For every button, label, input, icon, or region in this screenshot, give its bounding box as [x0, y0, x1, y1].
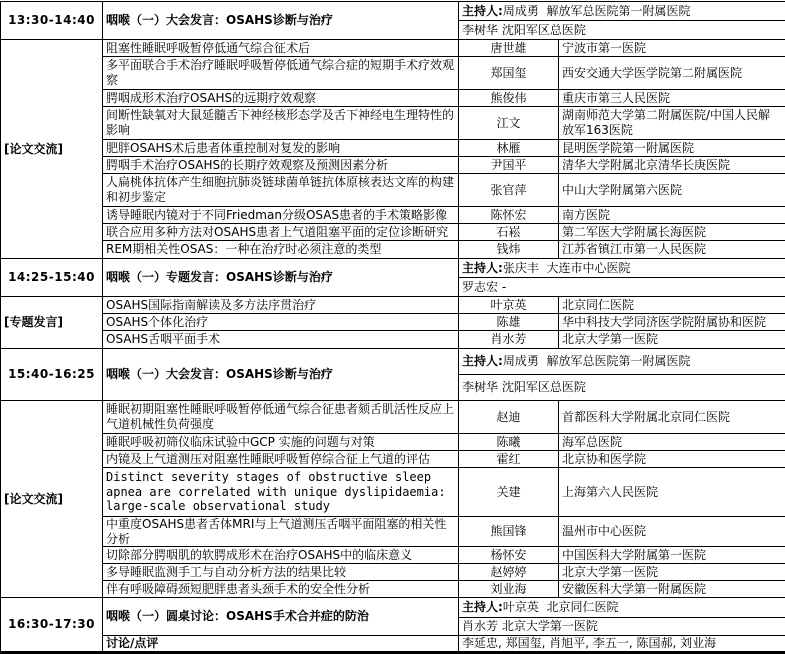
category-cell: [专题发言]	[1, 297, 103, 349]
affiliation: 北京同仁医院	[559, 297, 785, 314]
paper-title: 诱导睡眠内镜对于不同Friedman分级OSAS患者的手术策略影像	[103, 207, 459, 224]
time-cell: 15:40-16:25	[1, 349, 103, 401]
time-cell: 16:30-17:30	[1, 598, 103, 653]
paper-title: 腭咽手术治疗OSAHS的长期疗效观察及预测因素分析	[103, 157, 459, 174]
paper-row	[1, 224, 785, 241]
speaker-name: 石崧	[459, 224, 559, 241]
category-cell: [论文交流]	[1, 401, 103, 598]
moderator-names: 张庆丰 大连市中心医院	[503, 261, 631, 275]
session-title: 咽喉（一）专题发言：OSAHS诊断与治疗	[103, 259, 459, 297]
paper-title: 阻塞性睡眠呼吸暂停低通气综合征术后	[103, 40, 459, 57]
speaker-name: 霍红	[459, 451, 559, 468]
moderator-label: 主持人:	[462, 600, 503, 614]
paper-title: 人扁桃体抗体产生细胞抗肺炎链球菌单链抗体原核表达文库的构建和初步鉴定	[103, 174, 459, 207]
paper-row	[1, 468, 785, 517]
paper-title: 切除部分腭咽肌的软腭成形术在治疗OSAHS中的临床意义	[103, 547, 459, 564]
speaker-name: 熊俊伟	[459, 90, 559, 107]
paper-row	[1, 40, 785, 57]
affiliation: 宁波市第一医院	[559, 40, 785, 57]
paper-row	[1, 297, 785, 314]
paper-title: 中重度OSAHS患者舌体MRI与上气道测压舌咽平面阻塞的相关性分析	[103, 517, 459, 547]
paper-row	[1, 451, 785, 468]
affiliation: 南方医院	[559, 207, 785, 224]
affiliation: 华中科技大学同济医学院附属协和医院	[559, 314, 785, 331]
session-title: 咽喉（一）大会发言：OSAHS诊断与治疗	[103, 349, 459, 401]
discussion-names: 李延忠, 郑国玺, 肖旭平, 李五一, 陈国郝, 刘业海	[459, 636, 785, 653]
speaker-name: 陈曦	[459, 434, 559, 451]
speaker-name: 陈雄	[459, 314, 559, 331]
affiliation: 上海第六人民医院	[559, 468, 785, 517]
speaker-name: 肖水芳	[459, 331, 559, 349]
speaker-name: 叶京英	[459, 297, 559, 314]
affiliation: 北京大学第一医院	[559, 564, 785, 581]
paper-title: 肥胖OSAHS术后患者体重控制对复发的影响	[103, 140, 459, 157]
speaker-name: 赵婷婷	[459, 564, 559, 581]
paper-title: 间断性缺氧对大鼠延髓舌下神经核形态学及舌下神经电生理特性的影响	[103, 107, 459, 140]
paper-row	[1, 174, 785, 207]
moderator-cell	[459, 21, 785, 40]
moderator-cell	[459, 2, 785, 21]
affiliation: 北京大学第一医院	[559, 331, 785, 349]
paper-row	[1, 314, 785, 331]
speaker-name: 郑国玺	[459, 57, 559, 90]
moderator-cell	[459, 375, 785, 401]
speaker-name: 陈怀宏	[459, 207, 559, 224]
paper-row	[1, 401, 785, 434]
speaker-name: 张官萍	[459, 174, 559, 207]
paper-row	[1, 57, 785, 90]
discussion-label: 讨论/点评	[103, 636, 459, 653]
speaker-name: 尹国平	[459, 157, 559, 174]
affiliation: 第二军医大学附属长海医院	[559, 224, 785, 241]
paper-title: 腭咽成形术治疗OSAHS的远期疗效观察	[103, 90, 459, 107]
speaker-name: 钱炜	[459, 241, 559, 259]
affiliation: 江苏省镇江市第一人民医院	[559, 241, 785, 259]
time-cell: 13:30-14:40	[1, 2, 103, 40]
paper-title: 多导睡眠监测手工与自动分析方法的结果比较	[103, 564, 459, 581]
section2-header-row	[1, 259, 785, 278]
session-title: 咽喉（一）圆桌讨论：OSAHS手术合并症的防治	[103, 598, 459, 636]
affiliation: 清华大学附属北京清华长庚医院	[559, 157, 785, 174]
paper-row	[1, 157, 785, 174]
paper-title: 伴有呼吸障碍颈短肥胖患者头颈手术的安全性分析	[103, 581, 459, 598]
speaker-name: 杨怀安	[459, 547, 559, 564]
moderator-label: 主持人:	[462, 261, 503, 275]
paper-row	[1, 207, 785, 224]
session-title: 咽喉（一）大会发言：OSAHS诊断与治疗	[103, 2, 459, 40]
paper-row	[1, 241, 785, 259]
moderator-names: 叶京英 北京同仁医院	[503, 600, 619, 614]
conference-schedule-table	[0, 1, 785, 654]
paper-title: 内镜及上气道测压对阻塞性睡眠呼吸暂停综合征上气道的评估	[103, 451, 459, 468]
discussion-row	[1, 636, 785, 653]
paper-title: OSAHS个体化治疗	[103, 314, 459, 331]
section4-header-row	[1, 598, 785, 618]
paper-row	[1, 547, 785, 564]
moderator-names: 周成勇 解放军总医院第一附属医院	[503, 354, 691, 368]
speaker-name: 江文	[459, 107, 559, 140]
paper-title: 联合应用多种方法对OSAHS患者上气道阻塞平面的定位诊断研究	[103, 224, 459, 241]
moderator-cell	[459, 349, 785, 375]
moderator-names: 肖水芳 北京大学第一医院	[462, 619, 598, 633]
paper-title: Distinct severity stages of obstructive sleep apnea are correlated with unique dyslipidaemia: large-scale observational study	[103, 468, 459, 517]
paper-row	[1, 90, 785, 107]
paper-title: REM期相关性OSAS：一种在治疗时必须注意的类型	[103, 241, 459, 259]
paper-row	[1, 517, 785, 547]
speaker-name: 刘业海	[459, 581, 559, 598]
moderator-cell	[459, 259, 785, 278]
moderator-cell	[459, 598, 785, 618]
speaker-name: 林雁	[459, 140, 559, 157]
affiliation: 海军总医院	[559, 434, 785, 451]
moderator-cell	[459, 278, 785, 297]
moderator-names: 罗志宏 -	[462, 280, 506, 294]
section3-header-row	[1, 349, 785, 375]
moderator-names: 周成勇 解放军总医院第一附属医院	[503, 4, 691, 18]
affiliation: 中山大学附属第六医院	[559, 174, 785, 207]
speaker-name: 唐世雄	[459, 40, 559, 57]
section1-header-row	[1, 2, 785, 21]
speaker-name: 赵迪	[459, 401, 559, 434]
paper-title: OSAHS国际指南解读及多方法序贯治疗	[103, 297, 459, 314]
paper-row	[1, 434, 785, 451]
paper-row	[1, 581, 785, 598]
speaker-name: 熊国锋	[459, 517, 559, 547]
moderator-names: 李树华 沈阳军区总医院	[462, 380, 586, 394]
paper-row	[1, 564, 785, 581]
paper-row	[1, 107, 785, 140]
moderator-cell	[459, 618, 785, 636]
time-cell: 14:25-15:40	[1, 259, 103, 297]
affiliation: 北京协和医学院	[559, 451, 785, 468]
affiliation: 重庆市第三人民医院	[559, 90, 785, 107]
affiliation: 中国医科大学附属第一医院	[559, 547, 785, 564]
moderator-label: 主持人:	[462, 354, 503, 368]
affiliation: 安徽医科大学第一附属医院	[559, 581, 785, 598]
paper-title: 睡眠呼吸初筛仪临床试验中GCP 实施的问题与对策	[103, 434, 459, 451]
affiliation: 温州市中心医院	[559, 517, 785, 547]
category-cell: [论文交流]	[1, 40, 103, 259]
paper-row	[1, 331, 785, 349]
affiliation: 湖南师范大学第二附属医院/中国人民解放军163医院	[559, 107, 785, 140]
speaker-name: 关建	[459, 468, 559, 517]
moderator-label: 主持人:	[462, 4, 503, 18]
affiliation: 西安交通大学医学院第二附属医院	[559, 57, 785, 90]
paper-title: OSAHS舌咽平面手术	[103, 331, 459, 349]
paper-row	[1, 140, 785, 157]
moderator-names: 李树华 沈阳军区总医院	[462, 23, 586, 37]
affiliation: 昆明医学院第一附属医院	[559, 140, 785, 157]
affiliation: 首都医科大学附属北京同仁医院	[559, 401, 785, 434]
paper-title: 多平面联合手术治疗睡眠呼吸暂停低通气综合症的短期手术疗效观察	[103, 57, 459, 90]
paper-title: 睡眠初期阻塞性睡眠呼吸暂停低通气综合征患者颏舌肌活性反应上气道机械性负荷强度	[103, 401, 459, 434]
